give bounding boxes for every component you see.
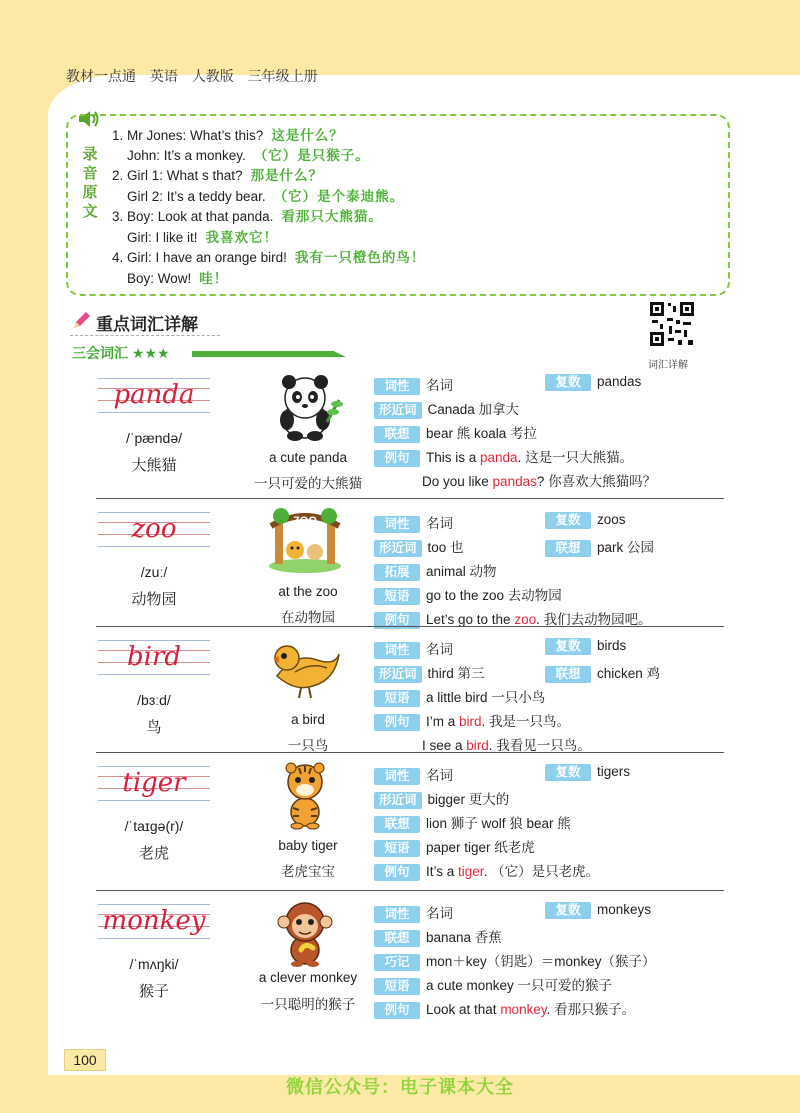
section-title: 重点词汇详解 (96, 315, 198, 334)
running-header (66, 66, 328, 86)
label-badge: 复数 (545, 638, 591, 655)
detail-text: third 第三 (427, 666, 485, 681)
detail-text: too 也 (427, 540, 464, 555)
footer-text: 微信公众号：电子课本大全 (286, 1077, 514, 1097)
label-badge: 复数 (545, 902, 591, 919)
detail-row (374, 512, 453, 533)
label-badge: 短语 (374, 588, 420, 605)
panda-picture-icon (265, 370, 345, 442)
detail-row (374, 584, 562, 605)
example-text: . （它）是只老虎。 (483, 864, 600, 879)
detail-text: tigers (597, 764, 631, 780)
detail-row (422, 734, 591, 754)
detail-text: zoos (597, 512, 626, 528)
label-badge: 词性 (374, 906, 420, 923)
picture-caption-en: baby tiger (278, 838, 338, 853)
transcript-line: 4. Girl: I have an orange bird! 我有一只橙色的鸟！ (112, 250, 426, 265)
detail-row (422, 470, 656, 490)
vocab-word: monkey (102, 906, 206, 936)
detail-row (545, 536, 654, 557)
example-keyword: tiger (458, 864, 484, 879)
vocab-word: panda (113, 380, 195, 410)
word-meaning: 老虎 (138, 845, 169, 862)
example-text: It’s a (426, 864, 459, 879)
example-text: . 这是一只大熊猫。 (517, 450, 634, 465)
detail-text: lion 狮子 wolf 狼 bear 熊 (426, 816, 571, 831)
detail-text: bear 熊 koala 考拉 (426, 426, 538, 441)
detail-row (545, 764, 630, 781)
detail-text: pandas (597, 374, 642, 390)
example-keyword: zoo (514, 612, 537, 627)
entry-separator (96, 890, 724, 891)
detail-row (374, 422, 537, 443)
subsection-bar (192, 351, 346, 357)
label-badge: 联想 (374, 426, 420, 443)
label-badge: 形近词 (374, 666, 422, 683)
detail-row (374, 950, 656, 971)
picture-caption-zh: 一只可爱的大熊猫 (254, 476, 362, 491)
word-meaning: 大熊猫 (131, 457, 177, 474)
example-keyword: pandas (492, 474, 537, 489)
label-badge: 复数 (545, 764, 591, 781)
page-number: 100 (64, 1049, 106, 1071)
entry-separator (96, 752, 724, 753)
detail-row (374, 860, 599, 881)
example-text: . 我们去动物园吧。 (536, 612, 652, 627)
detail-text: paper tiger 纸老虎 (426, 840, 535, 855)
detail-text: Canada 加拿大 (427, 402, 520, 417)
example-text: . 我是一只鸟。 (481, 714, 571, 729)
detail-text: bigger 更大的 (427, 792, 510, 807)
detail-text: birds (597, 638, 627, 654)
label-badge: 复数 (545, 374, 591, 391)
label-badge: 短语 (374, 840, 420, 857)
detail-text: animal 动物 (426, 564, 497, 579)
label-badge: 词性 (374, 378, 420, 395)
detail-row (545, 374, 641, 391)
example-text: I see a (422, 738, 467, 753)
bird-picture-icon (265, 632, 345, 704)
phonetic: /bɜːd/ (137, 692, 171, 708)
speaker-icon (77, 108, 101, 130)
detail-text: 名词 (426, 378, 453, 393)
detail-text: 名词 (426, 768, 453, 783)
vocab-word: zoo (131, 514, 177, 544)
label-badge: 例句 (374, 864, 420, 881)
svg-text:ZOO: ZOO (293, 515, 317, 527)
monkey-picture-icon (265, 896, 345, 968)
section-underline (70, 334, 220, 336)
entry-separator (96, 498, 724, 499)
detail-text: park 公园 (597, 540, 655, 555)
header-edition: 人教版 (191, 68, 234, 84)
phonetic: /zuː/ (140, 564, 168, 580)
transcript-line: Girl: I like it! 我喜欢它！ (127, 230, 279, 245)
picture-caption-en: a clever monkey (258, 970, 358, 985)
label-badge: 形近词 (374, 402, 422, 419)
header-subject: 英语 (149, 68, 178, 84)
example-keyword: bird (466, 738, 489, 753)
label-badge: 形近词 (374, 540, 422, 557)
detail-row (374, 764, 453, 785)
detail-text: 名词 (426, 906, 453, 921)
word-meaning: 鸟 (146, 719, 162, 736)
label-badge: 联想 (545, 666, 591, 683)
qr-code-icon[interactable] (648, 300, 696, 348)
example-text: Look at that (426, 1002, 501, 1017)
subsection-title: 三会词汇 ★★★ (72, 345, 170, 361)
detail-row (374, 902, 453, 923)
detail-row (374, 662, 485, 683)
detail-row (545, 902, 651, 919)
detail-row (545, 638, 626, 655)
vocab-word: tiger (122, 768, 186, 798)
example-text: Let’s go to the (426, 612, 515, 627)
label-badge: 短语 (374, 978, 420, 995)
word-meaning: 猴子 (138, 983, 169, 1000)
transcript-line: Girl 2: It’s a teddy bear. （它）是个泰迪熊。 (127, 189, 405, 204)
picture-caption-en: a cute panda (268, 450, 348, 465)
transcript-line: 3. Boy: Look at that panda. 看那只大熊猫。 (112, 209, 383, 224)
entry-separator (96, 626, 724, 627)
label-badge: 巧记 (374, 954, 420, 971)
example-text: . 我看见一只鸟。 (488, 738, 591, 753)
example-text: This is a (426, 450, 481, 465)
label-badge: 词性 (374, 516, 420, 533)
vocab-word: bird (126, 642, 182, 672)
zoo-picture-icon (265, 504, 345, 576)
transcript-line: John: It’s a monkey. （它）是只猴子。 (127, 148, 370, 163)
detail-text: 名词 (426, 642, 453, 657)
word-meaning: 动物园 (131, 591, 177, 608)
label-badge: 例句 (374, 1002, 420, 1019)
detail-row (545, 662, 660, 683)
label-badge: 词性 (374, 768, 420, 785)
phonetic: /ˈmʌŋki/ (129, 956, 179, 972)
detail-text: monkeys (597, 902, 652, 918)
detail-row (374, 536, 464, 557)
label-badge: 例句 (374, 612, 420, 629)
picture-caption-zh: 一只聪明的猴子 (260, 997, 356, 1012)
detail-text: 名词 (426, 516, 453, 531)
picture-caption-zh: 一只鸟 (287, 738, 329, 753)
detail-row (374, 374, 453, 395)
detail-text: mon＋key（钥匙）＝monkey（猴子） (426, 954, 656, 969)
detail-text: go to the zoo 去动物园 (426, 588, 562, 603)
detail-row (374, 974, 612, 995)
detail-row (374, 926, 502, 947)
label-badge: 短语 (374, 690, 420, 707)
detail-row (374, 998, 635, 1019)
detail-row (374, 788, 509, 809)
label-badge: 例句 (374, 714, 420, 731)
label-badge: 形近词 (374, 792, 422, 809)
phonetic: /ˈpændə/ (125, 430, 183, 446)
example-text: Do you like (422, 474, 493, 489)
label-badge: 联想 (545, 540, 591, 557)
detail-row (374, 446, 633, 467)
label-badge: 词性 (374, 642, 420, 659)
transcript-line: 2. Girl 1: What s that? 那是什么？ (112, 168, 324, 183)
header-grade: 三年级上册 (247, 68, 318, 84)
transcript-label: 录 音 原 文 (82, 146, 98, 220)
picture-caption-en: a bird (291, 712, 325, 727)
detail-row (374, 638, 453, 659)
detail-text: chicken 鸡 (597, 666, 661, 681)
detail-row (374, 398, 519, 419)
label-badge: 联想 (374, 930, 420, 947)
label-badge: 例句 (374, 450, 420, 467)
detail-text: a cute monkey 一只可爱的猴子 (426, 978, 613, 993)
picture-caption-zh: 老虎宝宝 (281, 864, 335, 879)
header-series: 教材一点通 (66, 68, 136, 84)
pencil-icon (70, 310, 92, 332)
picture-caption-en: at the zoo (278, 584, 338, 599)
detail-row (545, 512, 626, 529)
example-keyword: monkey (500, 1002, 547, 1017)
picture-caption-zh: 在动物园 (281, 610, 335, 625)
example-text: I’m a (426, 714, 460, 729)
example-keyword: bird (459, 714, 482, 729)
detail-row (374, 710, 570, 731)
detail-row (374, 812, 571, 833)
label-badge: 联想 (374, 816, 420, 833)
label-badge: 拓展 (374, 564, 420, 581)
label-badge: 复数 (545, 512, 591, 529)
example-keyword: panda (480, 450, 518, 465)
transcript-line: Boy: Wow! 哇！ (127, 271, 229, 286)
example-text: ? 你喜欢大熊猫吗？ (536, 474, 657, 489)
qr-label: 词汇详解 (648, 360, 688, 371)
tiger-picture-icon (265, 758, 345, 830)
detail-text: a little bird 一只小鸟 (426, 690, 546, 705)
transcript-line: 1. Mr Jones: What’s this? 这是什么？ (112, 128, 344, 143)
detail-row (374, 686, 545, 707)
phonetic: /ˈtaɪɡə(r)/ (124, 818, 184, 834)
detail-row (374, 836, 535, 857)
detail-row (374, 560, 497, 581)
detail-text: banana 香蕉 (426, 930, 502, 945)
example-text: . 看那只猴子。 (546, 1002, 636, 1017)
